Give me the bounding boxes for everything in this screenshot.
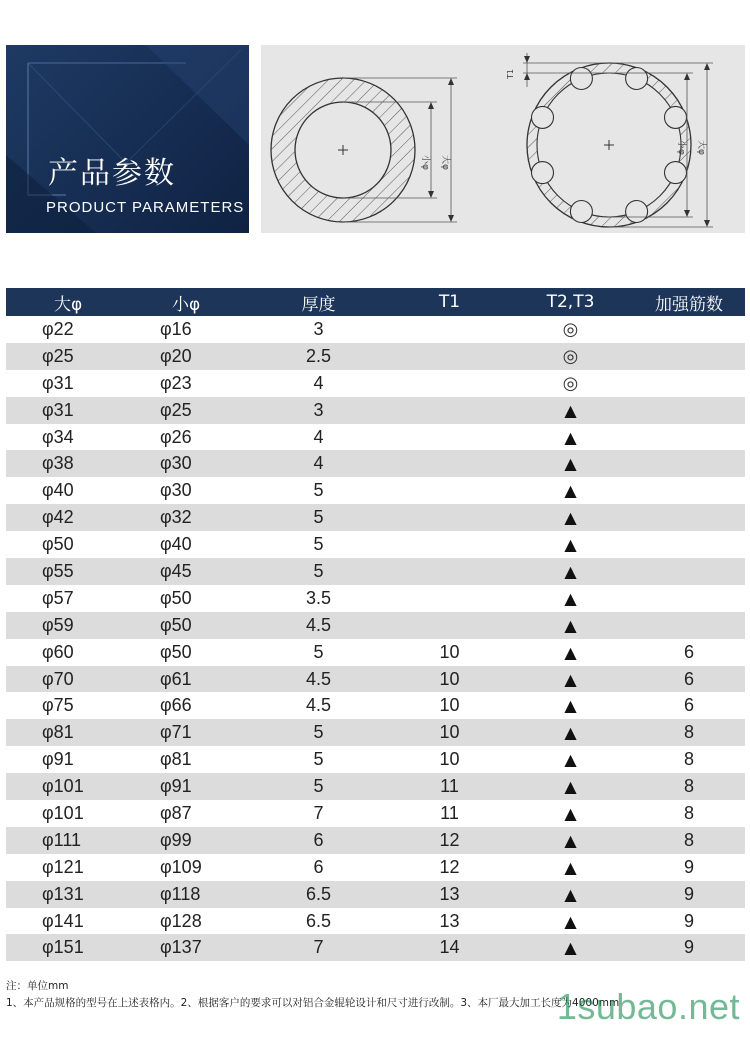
cell-small-diameter: φ25 [160, 399, 192, 420]
cell-t2-t3: ▲ [564, 911, 577, 931]
cell-t1: 11 [440, 776, 459, 797]
cell-t1: 10 [439, 749, 460, 770]
cell-small-diameter: φ50 [160, 641, 192, 662]
drawing-label-large-right: 大φ [696, 140, 706, 155]
spec-table [6, 288, 745, 961]
cross-section-drawing [261, 45, 745, 233]
cell-large-diameter: φ101 [42, 776, 84, 797]
cell-thickness: 4 [313, 426, 324, 447]
cell-thickness: 5 [313, 641, 324, 662]
cell-t2-t3: ▲ [564, 588, 577, 608]
cell-rib-count: 8 [683, 722, 694, 743]
table-row [6, 397, 745, 424]
cell-t2-t3: ▲ [564, 777, 577, 797]
cell-t1: 11 [440, 802, 459, 823]
table-row [6, 827, 745, 854]
cell-thickness: 4.5 [305, 695, 332, 716]
cell-small-diameter: φ109 [160, 856, 202, 877]
cell-t2-t3: ▲ [564, 508, 577, 528]
cell-rib-count: 9 [683, 883, 694, 904]
cell-thickness: 5 [313, 480, 324, 501]
cell-large-diameter: φ34 [42, 426, 74, 447]
cell-small-diameter: φ118 [160, 883, 201, 904]
cell-small-diameter: φ50 [160, 614, 192, 635]
cell-small-diameter: φ50 [160, 587, 192, 608]
table-row [6, 504, 745, 531]
header-large-diameter: 大φ [54, 294, 83, 315]
cell-large-diameter: φ42 [42, 507, 74, 528]
product-parameters-banner [6, 45, 249, 233]
cell-rib-count: 9 [683, 937, 694, 958]
table-row [6, 854, 745, 881]
cell-small-diameter: φ23 [160, 372, 192, 393]
cell-t2-t3: ▲ [564, 723, 577, 743]
table-body [6, 316, 745, 961]
cell-thickness: 3 [313, 399, 324, 420]
cell-small-diameter: φ32 [160, 507, 192, 528]
cell-large-diameter: φ59 [42, 614, 74, 635]
cell-thickness: 5 [313, 722, 324, 743]
cell-thickness: 5 [313, 507, 324, 528]
cell-large-diameter: φ91 [42, 749, 74, 770]
table-header [6, 288, 745, 316]
cell-small-diameter: φ30 [160, 480, 192, 501]
cell-t1: 13 [439, 883, 460, 904]
cell-small-diameter: φ91 [160, 776, 192, 797]
cell-t2-t3: ▲ [564, 884, 577, 904]
cell-thickness: 2.5 [305, 345, 332, 366]
cell-small-diameter: φ66 [160, 695, 192, 716]
table-row [6, 612, 745, 639]
cell-rib-count: 8 [683, 776, 694, 797]
cell-thickness: 6.5 [305, 910, 332, 931]
cell-thickness: 4.5 [305, 614, 332, 635]
cell-rib-count: 6 [683, 668, 694, 689]
cell-rib-count: 8 [683, 749, 694, 770]
drawing-label-t1: T1 [506, 69, 515, 79]
header-thickness: 厚度 [301, 294, 336, 315]
cell-small-diameter: φ61 [160, 668, 192, 689]
cell-small-diameter: φ30 [160, 453, 192, 474]
cell-thickness: 3 [313, 318, 324, 339]
table-row [6, 316, 745, 343]
rib-notch [570, 68, 592, 90]
cell-thickness: 5 [313, 534, 324, 555]
cell-small-diameter: φ81 [160, 749, 192, 770]
cell-large-diameter: φ121 [42, 856, 84, 877]
cell-t1: 12 [439, 856, 460, 877]
cell-small-diameter: φ40 [160, 534, 192, 555]
table-row [6, 746, 745, 773]
cell-t2-t3: ▲ [564, 561, 577, 581]
cell-thickness: 5 [313, 776, 324, 797]
table-row [6, 908, 745, 935]
cell-rib-count: 6 [683, 695, 694, 716]
rib-notch [532, 106, 554, 128]
table-row [6, 558, 745, 585]
rib-notch [626, 201, 648, 223]
cell-t2-t3: ▲ [564, 857, 577, 877]
header-t1: T1 [438, 292, 461, 312]
cell-t2-t3: ◎ [562, 345, 579, 367]
rib-notch [532, 162, 554, 184]
banner-title-cn: 产品参数 [48, 156, 176, 191]
table-row [6, 719, 745, 746]
cell-thickness: 6 [313, 829, 324, 850]
table-row [6, 666, 745, 693]
table-row [6, 773, 745, 800]
cell-large-diameter: φ25 [42, 345, 74, 366]
cross-section-svg [261, 45, 745, 233]
cell-large-diameter: φ81 [42, 722, 74, 743]
cell-thickness: 4.5 [305, 668, 332, 689]
table-row [6, 370, 745, 397]
cell-large-diameter: φ22 [42, 318, 74, 339]
cell-thickness: 7 [313, 802, 324, 823]
cell-thickness: 5 [313, 560, 324, 581]
cell-rib-count: 8 [683, 829, 694, 850]
note-unit: 注：单位mm [6, 980, 69, 992]
cell-thickness: 6 [313, 856, 324, 877]
cell-small-diameter: φ137 [160, 937, 202, 958]
cell-t1: 13 [439, 910, 460, 931]
cell-t2-t3: ▲ [564, 642, 577, 662]
rib-notch [665, 162, 687, 184]
cell-rib-count: 8 [683, 802, 694, 823]
cell-small-diameter: φ99 [160, 829, 192, 850]
table-row [6, 881, 745, 908]
cell-t2-t3: ◎ [562, 318, 579, 340]
cell-large-diameter: φ31 [42, 372, 74, 393]
cell-large-diameter: φ40 [42, 480, 74, 501]
table-row [6, 424, 745, 451]
ribbed-tube-section [261, 45, 745, 233]
header-t2-t3: T2,T3 [546, 292, 595, 312]
cell-large-diameter: φ151 [42, 937, 84, 958]
cell-t2-t3: ▲ [564, 803, 577, 823]
cell-thickness: 6.5 [305, 883, 332, 904]
cell-thickness: 3.5 [305, 587, 332, 608]
cell-t2-t3: ▲ [564, 669, 577, 689]
table-row [6, 531, 745, 558]
cell-large-diameter: φ131 [42, 883, 84, 904]
cell-large-diameter: φ55 [42, 560, 74, 581]
note-line-1: 1、本产品规格的型号在上述表格内。2、根据客户的要求可以对铝合金辊轮设计和尺寸进行改制。3、本厂最大加工长度为4000mm [6, 997, 620, 1009]
cell-large-diameter: φ101 [42, 802, 84, 823]
table-row [6, 343, 745, 370]
cell-small-diameter: φ71 [160, 722, 192, 743]
cell-large-diameter: φ111 [42, 829, 82, 850]
cell-small-diameter: φ26 [160, 426, 192, 447]
cell-rib-count: 9 [683, 856, 694, 877]
cell-large-diameter: φ50 [42, 534, 74, 555]
cell-t2-t3: ▲ [564, 830, 577, 850]
cell-small-diameter: φ16 [160, 318, 192, 339]
cell-rib-count: 9 [683, 910, 694, 931]
table-row [6, 477, 745, 504]
cell-thickness: 4 [313, 453, 324, 474]
header-rib-count: 加强筋数 [655, 294, 723, 315]
cell-t2-t3: ▲ [564, 454, 577, 474]
cell-t1: 10 [439, 695, 460, 716]
cell-t2-t3: ▲ [564, 696, 577, 716]
cell-t2-t3: ▲ [564, 427, 577, 447]
cell-t2-t3: ▲ [564, 938, 577, 958]
cell-large-diameter: φ141 [42, 910, 84, 931]
cell-t2-t3: ◎ [562, 372, 579, 394]
cell-t1: 12 [439, 829, 460, 850]
cell-large-diameter: φ57 [42, 587, 74, 608]
cell-t2-t3: ▲ [564, 750, 577, 770]
cell-small-diameter: φ128 [160, 910, 202, 931]
cell-large-diameter: φ38 [42, 453, 74, 474]
cell-t2-t3: ▲ [564, 400, 577, 420]
cell-t2-t3: ▲ [564, 615, 577, 635]
cell-t1: 10 [439, 722, 460, 743]
cell-t2-t3: ▲ [564, 481, 577, 501]
header-small-diameter: 小φ [172, 294, 201, 315]
watermark: 1subao.net [556, 986, 740, 1027]
cell-t1: 10 [439, 668, 460, 689]
table-row [6, 800, 745, 827]
table-row [6, 585, 745, 612]
cell-thickness: 7 [313, 937, 324, 958]
cell-small-diameter: φ20 [160, 345, 192, 366]
drawing-label-small-right: 小φ [676, 140, 686, 155]
cell-large-diameter: φ31 [42, 399, 74, 420]
cell-small-diameter: φ45 [160, 560, 192, 581]
rib-notch [665, 106, 687, 128]
cell-thickness: 5 [313, 749, 324, 770]
banner-title-en: PRODUCT PARAMETERS [46, 199, 245, 216]
table-row [6, 450, 745, 477]
rib-notch [626, 68, 648, 90]
cell-t1: 14 [439, 937, 460, 958]
cell-large-diameter: φ75 [42, 695, 74, 716]
rib-notch [570, 201, 592, 223]
cell-large-diameter: φ60 [42, 641, 74, 662]
table-row [6, 934, 745, 961]
cell-rib-count: 6 [683, 641, 694, 662]
cell-large-diameter: φ70 [42, 668, 74, 689]
cell-thickness: 4 [313, 372, 324, 393]
cell-t2-t3: ▲ [564, 535, 577, 555]
table-row [6, 692, 745, 719]
cell-small-diameter: φ87 [160, 802, 192, 823]
table-row [6, 639, 745, 666]
cell-t1: 10 [439, 641, 460, 662]
